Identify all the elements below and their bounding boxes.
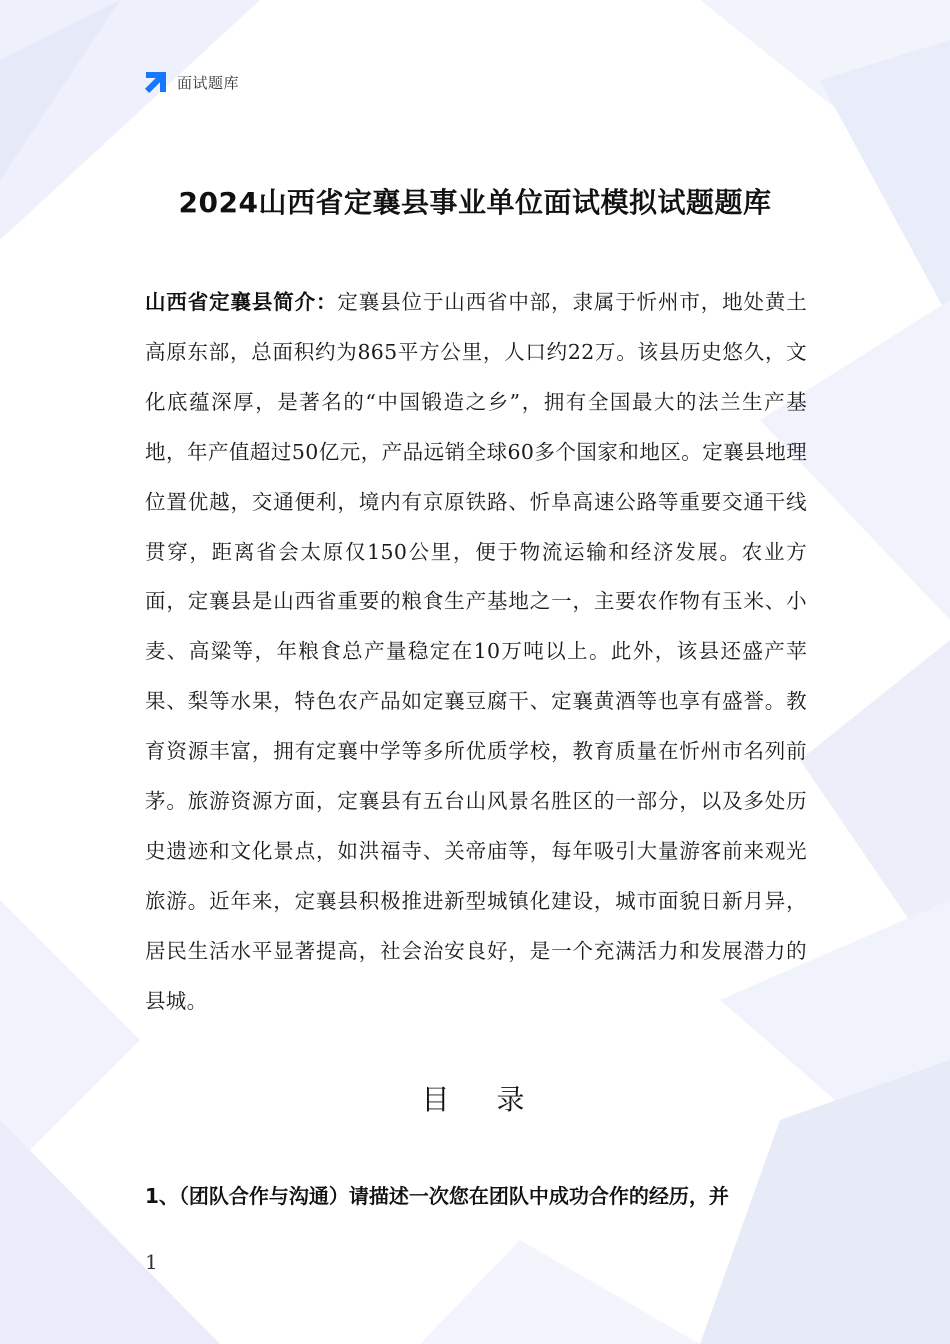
page-number: 1 [145,1250,158,1274]
header-label: 面试题库 [177,73,240,92]
document-title: 2024山西省定襄县事业单位面试模拟试题题库 [178,186,772,219]
arrow-up-right-icon [143,69,169,95]
toc-heading: 目 录 [421,1083,529,1116]
intro-text: 定襄县位于山西省中部，隶属于忻州市，地处黄土高原东部，总面积约为865平方公里，人口约22万。该县历史悠久，文化底蕴深厚，是著名的“中国锻造之乡”，拥有全国最大的法兰生产基地，年产值超过50亿元，产品远销全球60多个国家和地区。定襄县地理位置优越，交通便利，境内有京原铁路、忻阜高速公路等重要交通干线贯穿，距离省会太原仅150公里，便于物流运输和经济发展。农业方面，定襄县是山西省重要的粮食生产基地之一，主要农作物有玉米、小麦、高粱等，年粮食总产量稳定在10万吨以上。此外，该县还盛产苹果、梨等水果，特色农产品如定襄豆腐干、定襄黄酒等也享有盛誉。教育资源丰富，拥有定襄中学等多所优质学校，教育质量在忻州市名列前茅。旅游资源方面，定襄县有五台山风景名胜区的一部分，以及多处历史遗迹和文化景点，如洪福寺、关帝庙等，每年吸引大量游客前来观光旅游。近年来，定襄县积极推进新型城镇化建设，城市面貌日新月异，居民生活水平显著提高，社会治安良好，是一个充满活力和发展潜力的县城。 [145,290,807,1013]
intro-label: 山西省定襄县简介： [145,290,338,314]
page-header [143,68,239,96]
question-item: 1、（团队合作与沟通）请描述一次您在团队中成功合作的经历，并 [145,1184,729,1208]
intro-paragraph [145,278,807,1027]
